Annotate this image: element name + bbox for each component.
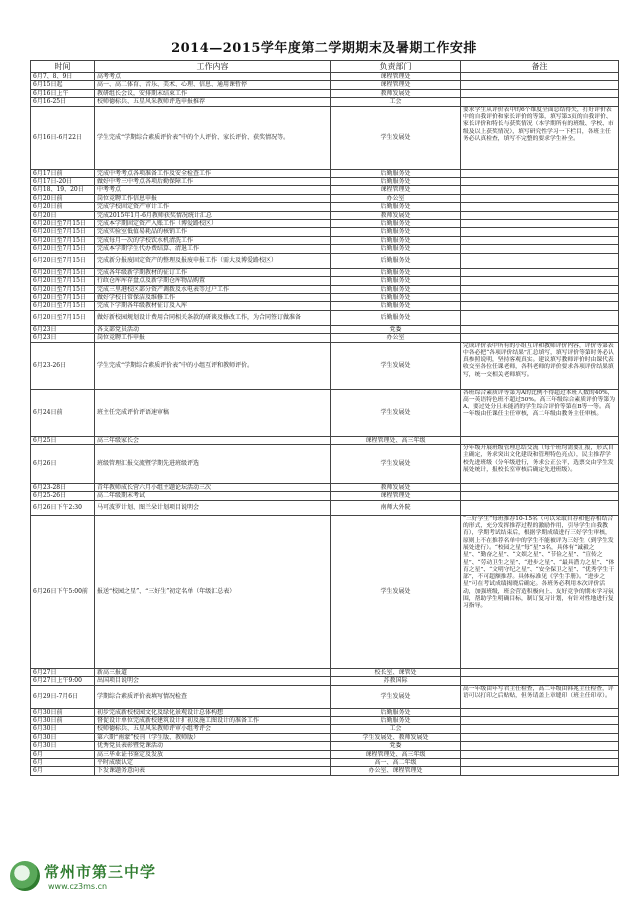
cell-time: 6月30日前	[31, 716, 95, 724]
cell-time: 6月17日前	[31, 169, 95, 177]
header-dept: 负责部门	[331, 61, 461, 73]
table-row	[31, 716, 619, 724]
cell-note	[461, 325, 619, 333]
cell-time: 6月27日上午9:00	[31, 677, 95, 685]
cell-content: 完成每月一次的学校饮水机清洗工作	[95, 236, 331, 244]
cell-note	[461, 277, 619, 285]
cell-dept: 课程管理处、高三年级	[331, 750, 461, 758]
cell-content: 第六期“南蒙”校刊（学生版、教师版）	[95, 733, 331, 741]
cell-time: 6月	[31, 767, 95, 775]
cell-time: 6月20日至7月15日	[31, 277, 95, 285]
cell-content: 各支部党员活动	[95, 325, 331, 333]
cell-dept: 后勤服务处	[331, 708, 461, 716]
cell-time: 6月15日起	[31, 81, 95, 89]
cell-dept: 办公室	[331, 194, 461, 202]
table-row	[31, 483, 619, 491]
table-row	[31, 310, 619, 325]
cell-dept: 学生发展处	[331, 389, 461, 436]
cell-content: 校师德标兵、五星风采教师评审小组考评会	[95, 725, 331, 733]
cell-content: 高三毕业证书鉴定及发放	[95, 750, 331, 758]
cell-note	[461, 236, 619, 244]
cell-dept: 工会	[331, 98, 461, 106]
table-header-row	[31, 61, 619, 73]
cell-note	[461, 194, 619, 202]
cell-content: 做好新校园规划设计费用合同相关条款的研谈及修改工作，为合同签订做准备	[95, 310, 331, 325]
cell-content: 报送“校园之星”、“三好生”初定名单（年级汇总表）	[95, 515, 331, 668]
cell-note	[461, 716, 619, 724]
cell-time: 6月27日	[31, 668, 95, 676]
cell-note	[461, 725, 619, 733]
cell-dept: 后勤服务处	[331, 253, 461, 268]
table-row	[31, 334, 619, 342]
cell-dept: 学生发展处	[331, 106, 461, 169]
cell-content: 高一、高二体育、音乐、美术、心理、信息、通用课暂停	[95, 81, 331, 89]
table-row	[31, 211, 619, 219]
table-row	[31, 389, 619, 436]
cell-dept: 学生发展处	[331, 444, 461, 483]
cell-time: 6月30日前	[31, 708, 95, 716]
cell-dept: 后勤服务处	[331, 293, 461, 301]
table-row	[31, 293, 619, 301]
cell-time: 6月20日前	[31, 203, 95, 211]
table-row	[31, 106, 619, 169]
table-row	[31, 277, 619, 285]
document-title: 2014—2015学年度第二学期期末及暑期工作安排	[171, 41, 477, 56]
cell-dept: 课程管理处、高三年级	[331, 436, 461, 444]
cell-note	[461, 750, 619, 758]
cell-note	[461, 334, 619, 342]
cell-dept: 课程管理处	[331, 186, 461, 194]
table-row	[31, 742, 619, 750]
cell-time: 6月30日	[31, 742, 95, 750]
cell-dept: 后勤服务处	[331, 302, 461, 310]
cell-content: 完成实验室低值易耗品的核销工作	[95, 228, 331, 236]
cell-note	[461, 211, 619, 219]
cell-dept: 后勤服务处	[331, 169, 461, 177]
table-row	[31, 436, 619, 444]
table-row	[31, 302, 619, 310]
cell-content: 岗位竞聘工作信息申报	[95, 194, 331, 202]
cell-time: 6月30日	[31, 725, 95, 733]
cell-note	[461, 203, 619, 211]
cell-dept: 教师发展处	[331, 211, 461, 219]
cell-content: 出国项目说明会	[95, 677, 331, 685]
cell-content: 优秀党员表彰暨党课活动	[95, 742, 331, 750]
cell-content: 高三年级家长会	[95, 436, 331, 444]
table-row	[31, 268, 619, 276]
cell-time: 6月23-26日	[31, 342, 95, 389]
cell-time: 6月20日至7月15日	[31, 268, 95, 276]
cell-dept: 南师大外院	[331, 500, 461, 515]
cell-time: 6月20日	[31, 211, 95, 219]
cell-content: 行政仓库库存盘点及新学期仓库物品购置	[95, 277, 331, 285]
cell-note: 各班综合素质评等第为A的比例不得超过本班人数的40%，高一英语特色班不超过50%。高三年级综合素质评价等第为A、要过处分且未能消的学生综合评价等第在B等一等。高一年级由任课任主任审核，高二年级由教务主任审核。	[461, 389, 619, 436]
cell-time: 6月	[31, 759, 95, 767]
table-row	[31, 685, 619, 708]
cell-dept: 后勤服务处	[331, 203, 461, 211]
cell-content: 校师德标兵、五星风采教师评选申报推荐	[95, 98, 331, 106]
cell-dept: 工会	[331, 725, 461, 733]
cell-note	[461, 708, 619, 716]
table-row	[31, 186, 619, 194]
table-row	[31, 178, 619, 186]
table-row	[31, 767, 619, 775]
cell-dept: 党委	[331, 742, 461, 750]
cell-dept: 办公室	[331, 334, 461, 342]
cell-content: 完成学校固定资产审计工作	[95, 203, 331, 211]
cell-time: 6月29日-7月6日	[31, 685, 95, 708]
cell-note: 高一年级由年写君主任检查，高二年级由韩兆主任检查，评语可以打印之后贴贴，但务请盖上章缝印（班主任印章）。	[461, 685, 619, 708]
cell-note	[461, 81, 619, 89]
cell-content: 马可波罗计划、图兰朵计划项目说明会	[95, 500, 331, 515]
table-row	[31, 677, 619, 685]
cell-content: 高二年级期末考试	[95, 492, 331, 500]
cell-dept: 后勤服务处	[331, 228, 461, 236]
table-row	[31, 236, 619, 244]
cell-dept: 学生发展处	[331, 685, 461, 708]
cell-content: 学生完成“学期综合素质评价表”中的小组互评和教师评价。	[95, 342, 331, 389]
cell-dept: 苏教国际	[331, 677, 461, 685]
cell-content: 做好中考三中考点各项后勤保障工作	[95, 178, 331, 186]
document-page	[30, 38, 618, 776]
cell-dept: 党委	[331, 325, 461, 333]
table-row	[31, 733, 619, 741]
cell-note: 完成评价表中所有的小组互评和教师评价内容，评价等第表中各必把“各项评价结果”汇总填写，填写评价等第时务必认真参照说明，坚持客观真实。建议填写教师评价时由课代表收交至各位任课老师，各科老师的评价要求各项评价结果填写，统一交相关老师填写。	[461, 342, 619, 389]
cell-dept: 课程管理处	[331, 81, 461, 89]
table-row	[31, 73, 619, 81]
cell-dept: 教师发展处	[331, 483, 461, 491]
table-row	[31, 203, 619, 211]
cell-content: 完成本学期学生代办费结算、清退工作	[95, 245, 331, 253]
cell-content: 班主任完成评价评语速审稿	[95, 389, 331, 436]
table-row	[31, 708, 619, 716]
cell-note: “三好学生”每班推荐10-15名（可以采取自荐和他荐相结合的形式，充分发挥推荐过程的激励作用，引导学生自我教育），学期考试结束后，根据学期成绩进行三好学生审核，原则上不在推荐名单中的学生不能被评为三好生（到学生发展处进行）。“校园之星”每“星”3名，具体有“诚毅之星”、“勤奋之星”、“文娱之星”、“节俭之星”、“宣传之星”、“劳动卫生之星”、“进步之星”、“最具潜力之星”、“体育之星”、“文明守纪之星”、“安全保卫之星”、“优秀学生干部”，不可超额推荐。具体标准见《学生手册》。“进步之星”可在考试成绩揭晓后确定。各班务必利用本次评价活动，加强班级，班会营造积极向上、友好竞争的期末学习氛围，帮助学生明确目标，制订复习计划，有针对性地进行复习指导。	[461, 515, 619, 668]
table-row	[31, 444, 619, 483]
cell-content: 教研组长会议，安排期末结束工作	[95, 89, 331, 97]
cell-dept: 学生发展处、教师发展处	[331, 733, 461, 741]
footer-watermark	[8, 857, 208, 901]
table-row	[31, 89, 619, 97]
cell-time: 6月	[31, 750, 95, 758]
cell-content: 完成新分报废固定资产的整理及报废申报工作（需大及博爱路校区）	[95, 253, 331, 268]
table-row	[31, 98, 619, 106]
cell-content: 中考考点	[95, 186, 331, 194]
cell-note: 要求学生从评价表中的6个维度全面总结得失，打好评价表中的自我评价和家长评价的等第，填写第3页的自我评价、家长评价和特长与获奖情况（本学期所有的班级、学校、市级及以上获奖情况），填写研究性学习一下栏目，各班主任务必认真检查，填写不完整的要求学生补全。	[461, 106, 619, 169]
cell-note	[461, 186, 619, 194]
cell-time: 6月20日至7月15日	[31, 253, 95, 268]
table-body	[31, 73, 619, 776]
cell-note	[461, 436, 619, 444]
cell-time: 6月25-26日	[31, 492, 95, 500]
cell-time: 6月17日-20日	[31, 178, 95, 186]
cell-note	[461, 285, 619, 293]
table-row	[31, 325, 619, 333]
cell-note	[461, 677, 619, 685]
table-row	[31, 342, 619, 389]
cell-content: 青年教师成长营六月小组主题论坛活动三次	[95, 483, 331, 491]
school-logo-icon	[10, 861, 40, 891]
cell-time: 6月24日前	[31, 389, 95, 436]
header-note: 备注	[461, 61, 619, 73]
cell-note	[461, 767, 619, 775]
table-row	[31, 759, 619, 767]
cell-note	[461, 89, 619, 97]
cell-content: 学期综合素质评价表填写情况检查	[95, 685, 331, 708]
cell-note	[461, 245, 619, 253]
cell-content: 完成2015年1月-6月教师获奖情况统计汇总	[95, 211, 331, 219]
cell-note	[461, 733, 619, 741]
cell-content: 完成本学期固定资产入账工作（博爱路校区）	[95, 220, 331, 228]
cell-time: 6月20日至7月15日	[31, 245, 95, 253]
schedule-table	[30, 60, 619, 776]
cell-time: 6月23日	[31, 334, 95, 342]
cell-dept: 后勤服务处	[331, 716, 461, 724]
cell-note	[461, 178, 619, 186]
table-row	[31, 285, 619, 293]
cell-time: 6月20日至7月15日	[31, 293, 95, 301]
cell-dept: 学生发展处	[331, 515, 461, 668]
cell-dept: 课程管理处	[331, 73, 461, 81]
cell-note	[461, 253, 619, 268]
cell-dept: 学生发展处	[331, 342, 461, 389]
cell-note	[461, 169, 619, 177]
cell-note	[461, 302, 619, 310]
table-row	[31, 81, 619, 89]
cell-time: 6月16-25日	[31, 98, 95, 106]
cell-content: 完成中考考点各项准备工作及安全检查工作	[95, 169, 331, 177]
cell-time: 6月20日至7月15日	[31, 310, 95, 325]
cell-note	[461, 500, 619, 515]
table-row	[31, 194, 619, 202]
cell-time: 6月20日至7月15日	[31, 220, 95, 228]
cell-note	[461, 742, 619, 750]
cell-content: 高考考点	[95, 73, 331, 81]
school-name: 常州市第三中学	[44, 863, 157, 881]
table-row	[31, 500, 619, 515]
table-row	[31, 169, 619, 177]
cell-time: 6月20日至7月15日	[31, 285, 95, 293]
table-row	[31, 725, 619, 733]
cell-content: 学生完成“学期综合素质评价表”中的个人评价、家长评价、获奖情况等。	[95, 106, 331, 169]
cell-time: 6月23-28日	[31, 483, 95, 491]
cell-content: 完成三里港校区部分资产调拨及水电表等过户工作	[95, 285, 331, 293]
cell-dept: 教师发展处	[331, 89, 461, 97]
cell-dept: 校长室、课管处	[331, 668, 461, 676]
cell-dept: 后勤服务处	[331, 277, 461, 285]
cell-dept: 课程管理处	[331, 492, 461, 500]
table-row	[31, 253, 619, 268]
cell-content: 班级管理汇报交流暨学期先进班级评选	[95, 444, 331, 483]
cell-dept: 后勤服务处	[331, 285, 461, 293]
cell-note	[461, 293, 619, 301]
cell-time: 6月7、8、9日	[31, 73, 95, 81]
cell-content: 岗位竞聘工作申报	[95, 334, 331, 342]
cell-content: 平时成绩认定	[95, 759, 331, 767]
header-content: 工作内容	[95, 61, 331, 73]
cell-time: 6月26日下午5:00前	[31, 515, 95, 668]
table-row	[31, 515, 619, 668]
table-row	[31, 220, 619, 228]
cell-content: 初步完成新校校园文化及绿化景观设计总体构想	[95, 708, 331, 716]
table-row	[31, 228, 619, 236]
cell-content: 下发课题务意向表	[95, 767, 331, 775]
cell-dept: 高一、高二年级	[331, 759, 461, 767]
cell-time: 6月23日	[31, 325, 95, 333]
cell-note	[461, 668, 619, 676]
cell-note	[461, 220, 619, 228]
cell-note	[461, 310, 619, 325]
cell-dept: 后勤服务处	[331, 236, 461, 244]
cell-dept: 后勤服务处	[331, 178, 461, 186]
cell-dept: 后勤服务处	[331, 245, 461, 253]
cell-note	[461, 483, 619, 491]
cell-note	[461, 492, 619, 500]
cell-content: 完成下学期各年级教材征订及入库	[95, 302, 331, 310]
cell-note	[461, 228, 619, 236]
school-url: www.cz3ms.cn	[48, 882, 108, 891]
cell-time: 6月16日上午	[31, 89, 95, 97]
cell-time: 6月26日下午2:30	[31, 500, 95, 515]
cell-note	[461, 268, 619, 276]
cell-content: 做好学校日常保洁及维修工作	[95, 293, 331, 301]
cell-time: 6月16日-6月22日	[31, 106, 95, 169]
cell-time: 6月26日	[31, 444, 95, 483]
cell-content: 督促设计单位完成新校建筑设计扩初及施工图设计的准备工作	[95, 716, 331, 724]
table-row	[31, 750, 619, 758]
cell-note: 分年级开展班级管理总结交流（每个班均需要汇报，形式自主确定，务求突出文化建设和管理特色亮点），民主推荐学校先进班级（分年级进行，务求公正公平，选票交由学生发展处统计，报校长室审核后确定先进班级）。	[461, 444, 619, 483]
table-row	[31, 492, 619, 500]
table-row	[31, 668, 619, 676]
cell-time: 6月20日至7月15日	[31, 302, 95, 310]
cell-time: 6月20日前	[31, 194, 95, 202]
cell-note	[461, 759, 619, 767]
cell-content: 完成各年级新学期教材的征订工作	[95, 268, 331, 276]
cell-dept: 后勤服务处	[331, 268, 461, 276]
cell-content: 新高三报道	[95, 668, 331, 676]
header-time: 时间	[31, 61, 95, 73]
cell-note	[461, 73, 619, 81]
table-row	[31, 245, 619, 253]
cell-time: 6月25日	[31, 436, 95, 444]
cell-dept: 后勤服务处	[331, 310, 461, 325]
cell-time: 6月18、19、20日	[31, 186, 95, 194]
cell-time: 6月20日至7月15日	[31, 236, 95, 244]
cell-time: 6月30日	[31, 733, 95, 741]
cell-dept: 办公室、课程管理处	[331, 767, 461, 775]
cell-time: 6月20日至7月15日	[31, 228, 95, 236]
cell-note	[461, 98, 619, 106]
cell-dept: 后勤服务处	[331, 220, 461, 228]
